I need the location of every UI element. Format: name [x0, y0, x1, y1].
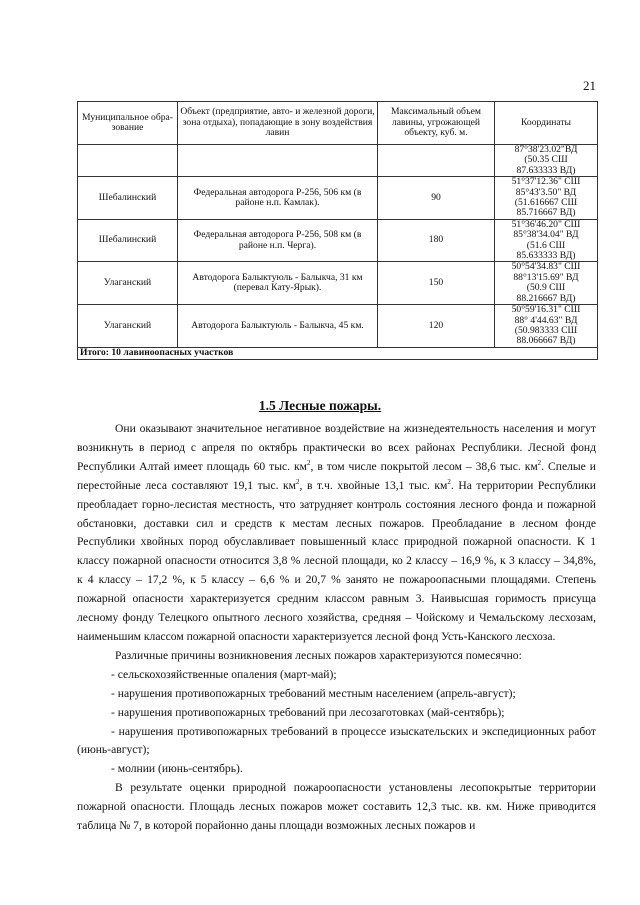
coord-line: 50°59'16.31" СШ: [511, 304, 581, 316]
avalanche-table: [77, 101, 598, 360]
coord-line: 88.066667 ВД): [516, 335, 576, 347]
cell-object: Федеральная автодорога Р-256, 506 км (в районе н.п. Камлак).: [178, 177, 378, 220]
coord-line: 88.216667 ВД): [516, 292, 576, 304]
coord-line: 88° 4'44.63" ВД: [514, 314, 578, 326]
paragraph-fire-intro: [77, 420, 596, 647]
cell-object: Автодорога Балыктуюль - Балыкча, 45 км.: [178, 305, 378, 348]
cell-municipality: Улаганский: [78, 305, 178, 348]
coord-line: 85°38'34.04" ВД: [513, 229, 579, 241]
cell-municipality: Шебалинский: [78, 177, 178, 220]
coord-line: 87.633333 ВД): [516, 164, 576, 176]
table-total: Итого: 10 лавиноопасных участков: [78, 347, 598, 359]
paragraph-causes-intro: Различные причины возникновения лесных пожаров характеризуются помесячно:: [115, 648, 522, 662]
cell-volume: 120: [378, 305, 495, 348]
section-body: [77, 420, 596, 836]
coord-line: 51°36'46.20" СШ: [511, 218, 581, 230]
table-row: [78, 262, 598, 305]
coord-line: 50°54'34.83" СШ: [511, 261, 581, 273]
cell-object: Федеральная автодорога Р-256, 508 км (в районе н.п. Черга).: [178, 219, 378, 262]
paragraph-assessment: В результате оценки природной пожароопасности установлены лесопокрытые территории пожарной опасности. Площадь лесных пожаров может составить 12,3 тыс. кв. км. Ниже приводится таблица № 7, в которой порайонно даны площади возможных лесных пожаров и: [77, 781, 596, 833]
cause-item: - нарушения противопожарных требований при лесозаготовках (май-сентябрь);: [111, 705, 505, 719]
coord-line: 88°13'15.69" ВД: [513, 271, 579, 283]
table-total-row: [78, 347, 598, 359]
coord-line: (50.983333 СШ: [514, 324, 578, 336]
header-volume: Максимальный объем лавины, угрожающей объекту, куб. м.: [378, 102, 495, 145]
cell-object: Автодорога Балыктуюль - Балыкча, 31 км (перевал Кату-Ярык).: [178, 262, 378, 305]
cell-municipality: Улаганский: [78, 262, 178, 305]
coord-line: 85.716667 ВД): [516, 207, 576, 219]
cause-item: - нарушения противопожарных требований в процессе изыскательских и экспедиционных работ (июнь-август);: [77, 724, 596, 757]
coord-line: (50.35 СШ: [524, 154, 568, 166]
page-number: 21: [583, 78, 596, 93]
table-row: [78, 145, 598, 177]
table-row: [78, 219, 598, 262]
text-fragment: . На территории Республики преобладает горно-лесистая местность, что затрудняет контроль состояния лесного фонда и пожарной обстановки, доставки сил и средств к местам лесных пожаров. Преобладание в лесном фонде Республики хвойных пород обуславливает повышенный класс природной пожарной опасности. К 1 классу пожарной опасности относится 3,8 % лесной площади, ко 2 классу – 16,9 %, к 3 классу – 34,8%, к 4 классу – 17,2 %, к 5 классу – 6,6 % и 20,7 % занято не пожароопасными площадями. Степень пожарной опасности характеризуется средним классом равным 3. Наивысшая горимость присуща лесному фонду Телецкого опытного лесного хозяйства, средняя – Чойскому и Чемальскому лесхозам, наименьшим классом пожарной опасности характеризуется лесной фонд Усть-Канского лесхоза.: [77, 478, 597, 643]
cell-volume: 180: [378, 219, 495, 262]
superscript: 2: [447, 477, 451, 486]
cell-municipality: Шебалинский: [78, 219, 178, 262]
text-fragment: , в том числе покрытой лесом – 38,6 тыс. км: [310, 459, 538, 473]
header-municipality: Муниципальное обра-зование: [78, 102, 178, 145]
coord-line: 87°38'23.02"ВД: [514, 144, 578, 155]
cell-volume: 90: [378, 177, 495, 220]
section-title: 1.5 Лесные пожары.: [258, 398, 382, 413]
table-row: [78, 177, 598, 220]
header-object: Объект (предприятие, авто- и железной дороги, зона отдыха), попадающие в зону воздействия лавин: [178, 102, 378, 145]
text-fragment: , в т.ч. хвойные 13,1 тыс. км: [299, 478, 448, 492]
cause-item: - сельскохозяйственные опаления (март-май);: [111, 667, 337, 681]
cell-coordinates: [495, 219, 598, 262]
cell-coordinates: [495, 177, 598, 220]
cell-municipality: [78, 145, 178, 177]
cell-coordinates: [495, 262, 598, 305]
table-row: [78, 305, 598, 348]
cell-volume: 150: [378, 262, 495, 305]
cause-item: - нарушения противопожарных требований местным населением (апрель-август);: [111, 686, 516, 700]
coord-line: (51.616667 СШ: [514, 197, 578, 209]
cell-coordinates: [495, 305, 598, 348]
cell-volume: [378, 145, 495, 177]
coord-line: (50.9 СШ: [526, 282, 566, 294]
coord-line: (51.6 СШ: [526, 239, 566, 251]
superscript: 2: [306, 458, 311, 467]
coord-line: 51°37'12.36" СШ: [511, 176, 581, 188]
cause-item: - молнии (июнь-сентябрь).: [111, 762, 243, 776]
cell-coordinates: [495, 145, 598, 177]
header-coordinates: Координаты: [495, 102, 598, 145]
superscript: 2: [537, 458, 542, 467]
table-header-row: [78, 102, 598, 145]
text-fragment: . Спелые и перестойные леса составляют 19,1 тыс. км: [77, 459, 596, 492]
cell-object: [178, 145, 378, 177]
superscript: 2: [296, 477, 300, 486]
coord-line: 85.633333 ВД): [516, 250, 576, 262]
coord-line: 85°43'3.50" ВД: [515, 186, 577, 198]
text-fragment: Они оказывают значительное негативное воздействие на жизнедеятельность населения и могут возникнуть в период с апреля по октябрь практически во всех районах Республики. Лесной фонд Республики Алтай имеет площадь 60 тыс. км: [77, 422, 596, 473]
